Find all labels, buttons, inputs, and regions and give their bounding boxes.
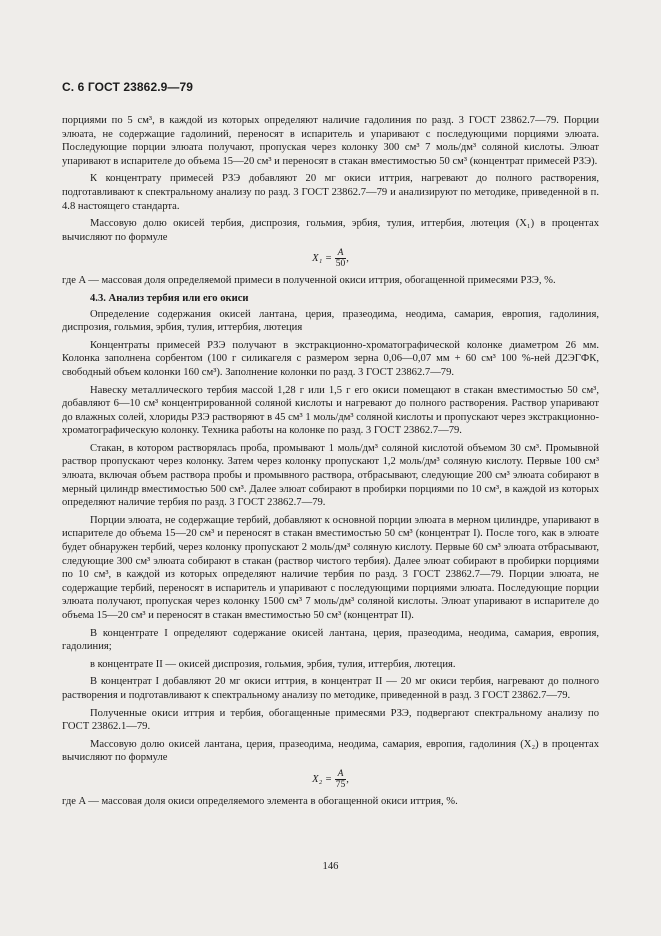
paragraph-8: Стакан, в котором растворялась проба, промывают 1 моль/дм³ соляной кислотой объемом 30 см³. Промывной раствор пропускают через колонку. Затем через колонку пропускают 1,2 моль/дм³ соляную кислоту. Первые 100 см³ элюата, включая объем раствора пробы и промывного раствора, отбрасывают, следующие 200 см³ элюата собирают в мерный цилиндр вместимостью 500 см³. Далее элюат собирают в пробирки порциями по 10 см³, в каждой из которых определяют наличие тербия по разд. 3 ГОСТ 23862.7—79. bbox=[62, 442, 599, 509]
formula-x2 bbox=[62, 769, 599, 790]
paragraph-3: Массовую долю окисей тербия, диспрозия, гольмия, эрбия, тулия, иттербия, лютеция (X₁) в процентах вычисляют по формуле bbox=[62, 218, 599, 243]
formula-x1-lhs: X₁ = bbox=[312, 253, 333, 265]
page-body bbox=[62, 114, 599, 813]
formula-x1 bbox=[62, 248, 599, 269]
formula-x1-tail: , bbox=[346, 253, 349, 265]
paragraph-9: Порции элюата, не содержащие тербий, добавляют к основной порции элюата в мерном цилиндре, упаривают в испарителе до объема 15—20 см³ и переносят в стакан вместимостью 50 см³ (концентрат I). После того, как в элюате будет обнаружен тербий, через колонку пропускают 2 моль/дм³ соляную кислоту. Первые 60 см³ элюата отбрасывают, следующие 300 см³ элюата собирают в стакан (раствор чистого тербия). Далее элюат собирают в пробирки порциями по 10 см³, в каждой из которых определяют наличие тербия по разд. 3 ГОСТ 23862.7—79. Порции элюата, не содержащие тербий, переносят в испаритель и упаривают с последующими порциями элюата. Последующие порции элюата получают, пропуская через колонку 1500 см³ 7 моль/дм³ соляной кислоты. Элюат упаривают в испарителе до объема 15—20 см³ и переносят в стакан вместимостью 50 см³ (концентрат II). bbox=[62, 514, 599, 621]
formula-x2-numerator: A bbox=[335, 769, 347, 780]
paragraph-11: в концентрате II — окисей диспрозия, гольмия, эрбия, тулия, иттербия, лютеция. bbox=[90, 658, 456, 670]
formula-x2-lhs: X₂ = bbox=[312, 773, 333, 785]
page-header: С. 6 ГОСТ 23862.9—79 bbox=[62, 80, 194, 94]
formula-x1-denominator: 50 bbox=[335, 259, 346, 270]
paragraph-1: порциями по 5 см³, в каждой из которых определяют наличие гадолиния по разд. 3 ГОСТ 23862.7—79. Порции элюата, не содержащие гадолиний, переносят в испаритель и упаривают с последующими порциями элюата. Последующие порции элюата получают, пропуская через колонку 300 см³ 7 моль/дм³ соляной кислоты. Элюат упаривают в испарителе до объема 15—20 см³ и переносят в стакан вместимостью 50 см³ (концентрат примесей РЗЭ). bbox=[62, 115, 599, 167]
paragraph-14: Массовую долю окисей лантана, церия, празеодима, неодима, самария, европия, гадолиния (X₂) в процентах вычисляют по формуле bbox=[62, 738, 599, 764]
formula-x1-fraction bbox=[335, 248, 347, 269]
formula-x1-numerator: A bbox=[335, 248, 347, 259]
paragraph-10: В концентрате I определяют содержание окисей лантана, церия, празеодима, неодима, самария, европия, гадолиния; bbox=[62, 627, 599, 653]
paragraph-7: Навеску металлического тербия массой 1,28 г или 1,5 г его окиси помещают в стакан вместимостью 50 см³, добавляют 6—10 см³ концентрированной соляной кислоты и нагревают до полного растворения. Раствор упаривают до влажных солей, хлориды РЗЭ растворяют в 45 см³ 1 моль/дм³ соляной кислоты и пропускают через экстракционно-хроматографическую колонку. Техника работы на колонке по разд. 3 ГОСТ 23862.7—79. bbox=[62, 384, 599, 437]
paragraph-15: где A — массовая доля окиси определяемого элемента в обогащенной окиси иттрия, %. bbox=[62, 795, 458, 807]
formula-x2-tail: , bbox=[346, 773, 349, 785]
section-title: 4.3. Анализ тербия или его окиси bbox=[90, 292, 249, 304]
paragraph-13: Полученные окиси иттрия и тербия, обогащенные примесями РЗЭ, подвергают спектральному анализу по ГОСТ 23862.1—79. bbox=[62, 707, 599, 733]
formula-x2-denominator: 75 bbox=[335, 779, 346, 790]
formula-x2-fraction bbox=[335, 769, 347, 790]
paragraph-2: К концентрату примесей РЗЭ добавляют 20 мг окиси иттрия, нагревают до полного растворения, подготавливают к спектральному анализу по разд. 3 ГОСТ 23862.7—79 и анализируют по методике, приведенной в п. 4.8 настоящего стандарта. bbox=[62, 173, 599, 212]
paragraph-12: В концентрат I добавляют 20 мг окиси иттрия, в концентрат II — 20 мг окиси тербия, нагревают до полного растворения и подготавливают к спектральному анализу по методике, приведенной в разд. 3 ГОСТ 23862.7—79. bbox=[62, 676, 599, 701]
paragraph-5: Определение содержания окисей лантана, церия, празеодима, неодима, самария, европия, гадолиния, диспрозия, гольмия, эрбия, тулия, иттербия, лютеция bbox=[62, 308, 599, 334]
page-number: 146 bbox=[322, 861, 339, 872]
paragraph-4: где A — массовая доля определяемой примеси в полученной окиси иттрия, обогащенной примесями РЗЭ, %. bbox=[62, 275, 556, 287]
paragraph-6: Концентраты примесей РЗЭ получают в экстракционно-хроматографической колонке диаметром 26 мм. Колонка заполнена сорбентом (100 г силикагеля с размером зерна 0,06—0,07 мм + 60 см³ 100 %-ней Д2ЭГФК, свободный объем колонки 160 см³). Заполнение колонки по разд. 3 ГОСТ 23862.7—79. bbox=[62, 339, 599, 378]
